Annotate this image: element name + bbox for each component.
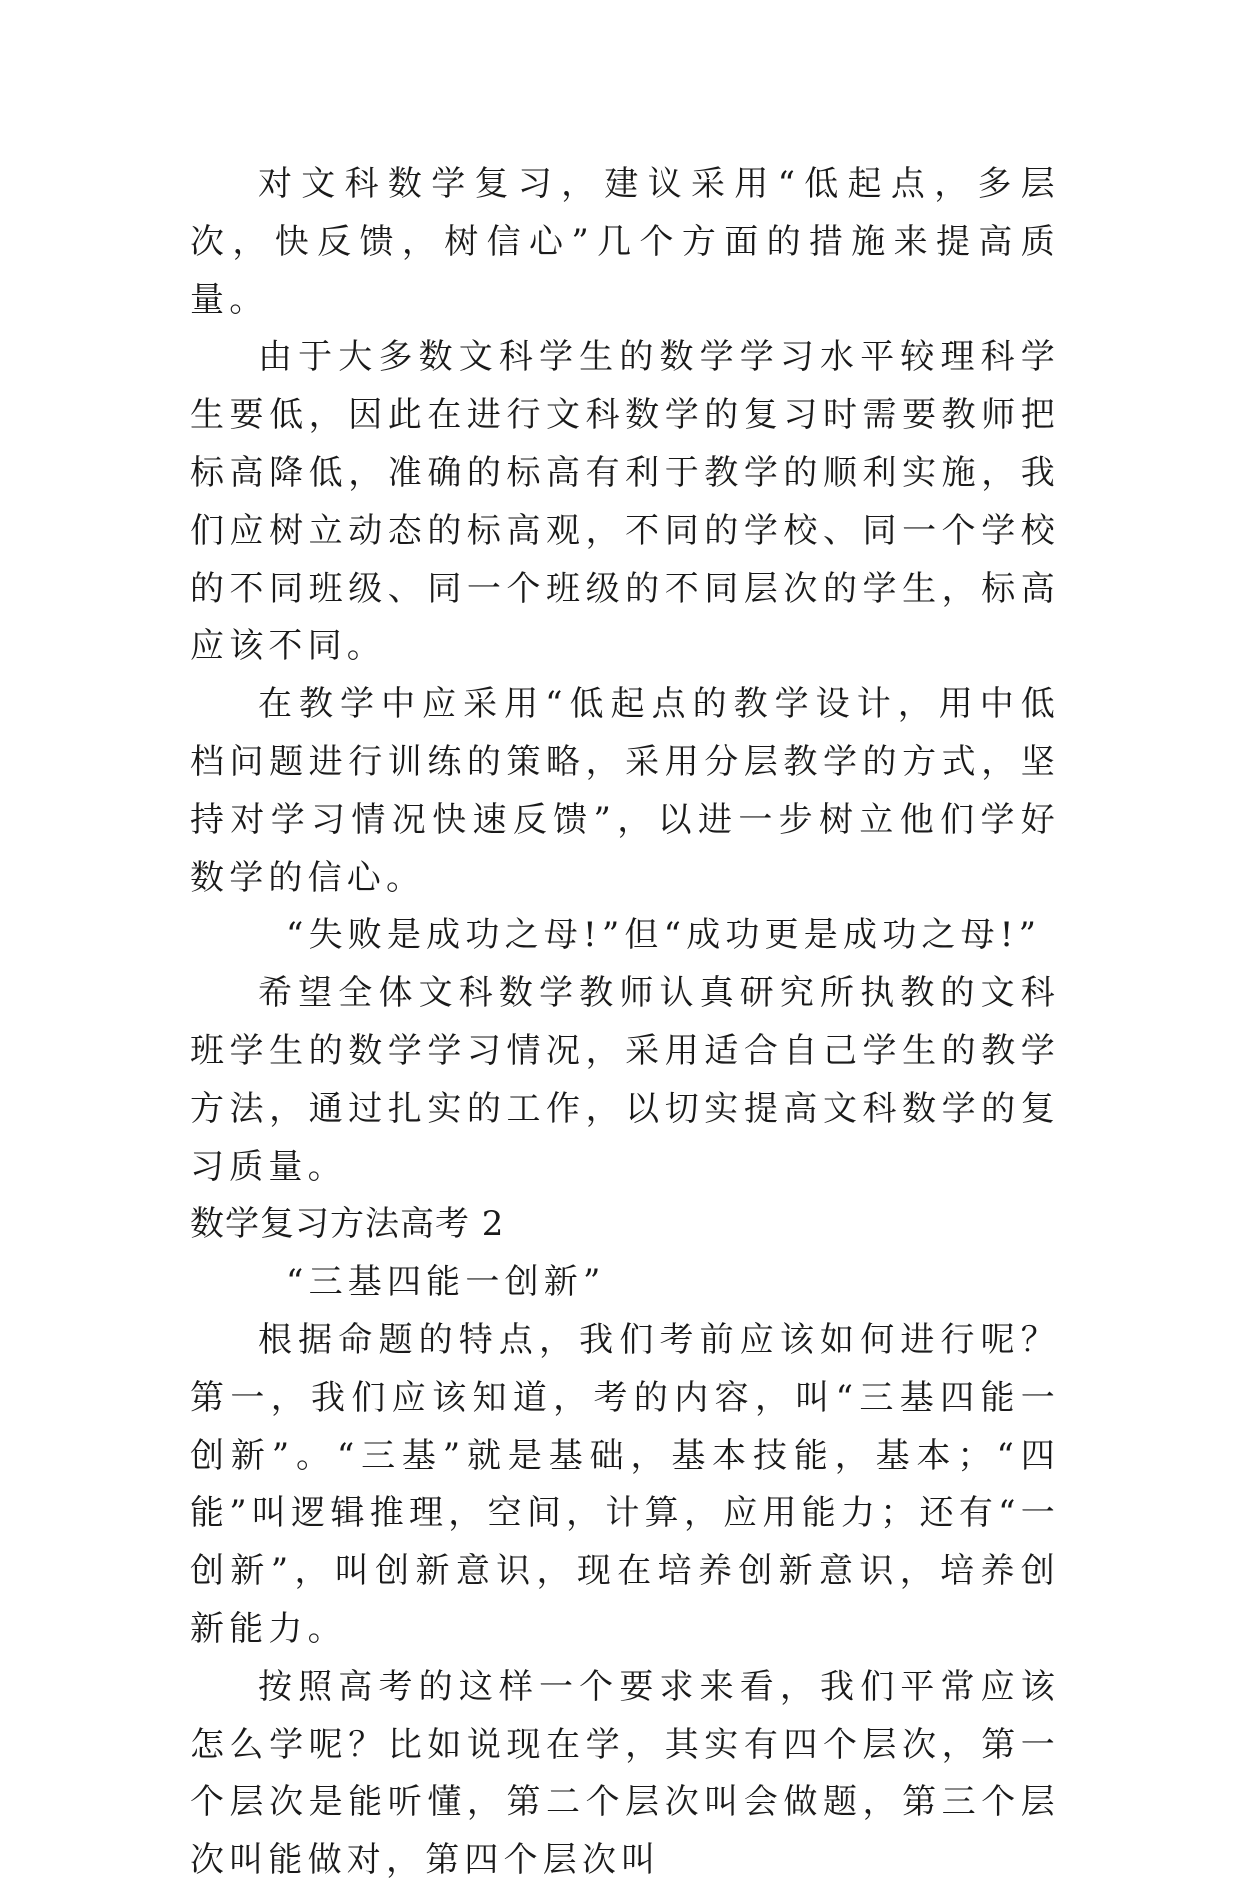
- section-heading: 数学复习方法高考 2: [190, 1204, 505, 1245]
- paragraph-success-quote: “失败是成功之母!”但“成功更是成功之母!”: [286, 915, 1042, 956]
- paragraph-review-advice: 对文科数学复习，建议采用“低起点，多层次，快反馈，树信心”几个方面的措施来提高质量。: [190, 164, 1060, 320]
- paragraph-learning-levels: 按照高考的这样一个要求来看，我们平常应该怎么学呢？比如说现在学，其实有四个层次，第一个层次是能听懂，第二个层次叫会做题，第三个层次叫能做对，第四个层次叫: [190, 1666, 1060, 1881]
- paragraph-exam-content: 根据命题的特点，我们考前应该如何进行呢？第一，我们应该知道，考的内容，叫“三基四能一创新”。“三基”就是基础，基本技能，基本；“四能”叫逻辑推理，空间，计算，应用能力；还有“一创新”，叫创新意识，现在培养创新意识，培养创新能力。: [190, 1319, 1060, 1649]
- paragraph-teaching-strategy: 在教学中应采用“低起点的教学设计，用中低档问题进行训练的策略，采用分层教学的方式，坚持对学习情况快速反馈”，以进一步树立他们学好数学的信心。: [190, 684, 1060, 898]
- document-body: [190, 156, 1060, 1890]
- paragraph-three-four-one: “三基四能一创新”: [286, 1262, 606, 1303]
- paragraph-teacher-hope: 希望全体文科数学教师认真研究所执教的文科班学生的数学学习情况，采用适合自己学生的教学方法，通过扎实的工作，以切实提高文科数学的复习质量。: [190, 973, 1060, 1187]
- paragraph-lower-benchmark: 由于大多数文科学生的数学学习水平较理科学生要低，因此在进行文科数学的复习时需要教师把标高降低，准确的标高有利于教学的顺利实施，我们应树立动态的标高观，不同的学校、同一个学校的不同班级、同一个班级的不同层次的学生，标高应该不同。: [190, 337, 1060, 667]
